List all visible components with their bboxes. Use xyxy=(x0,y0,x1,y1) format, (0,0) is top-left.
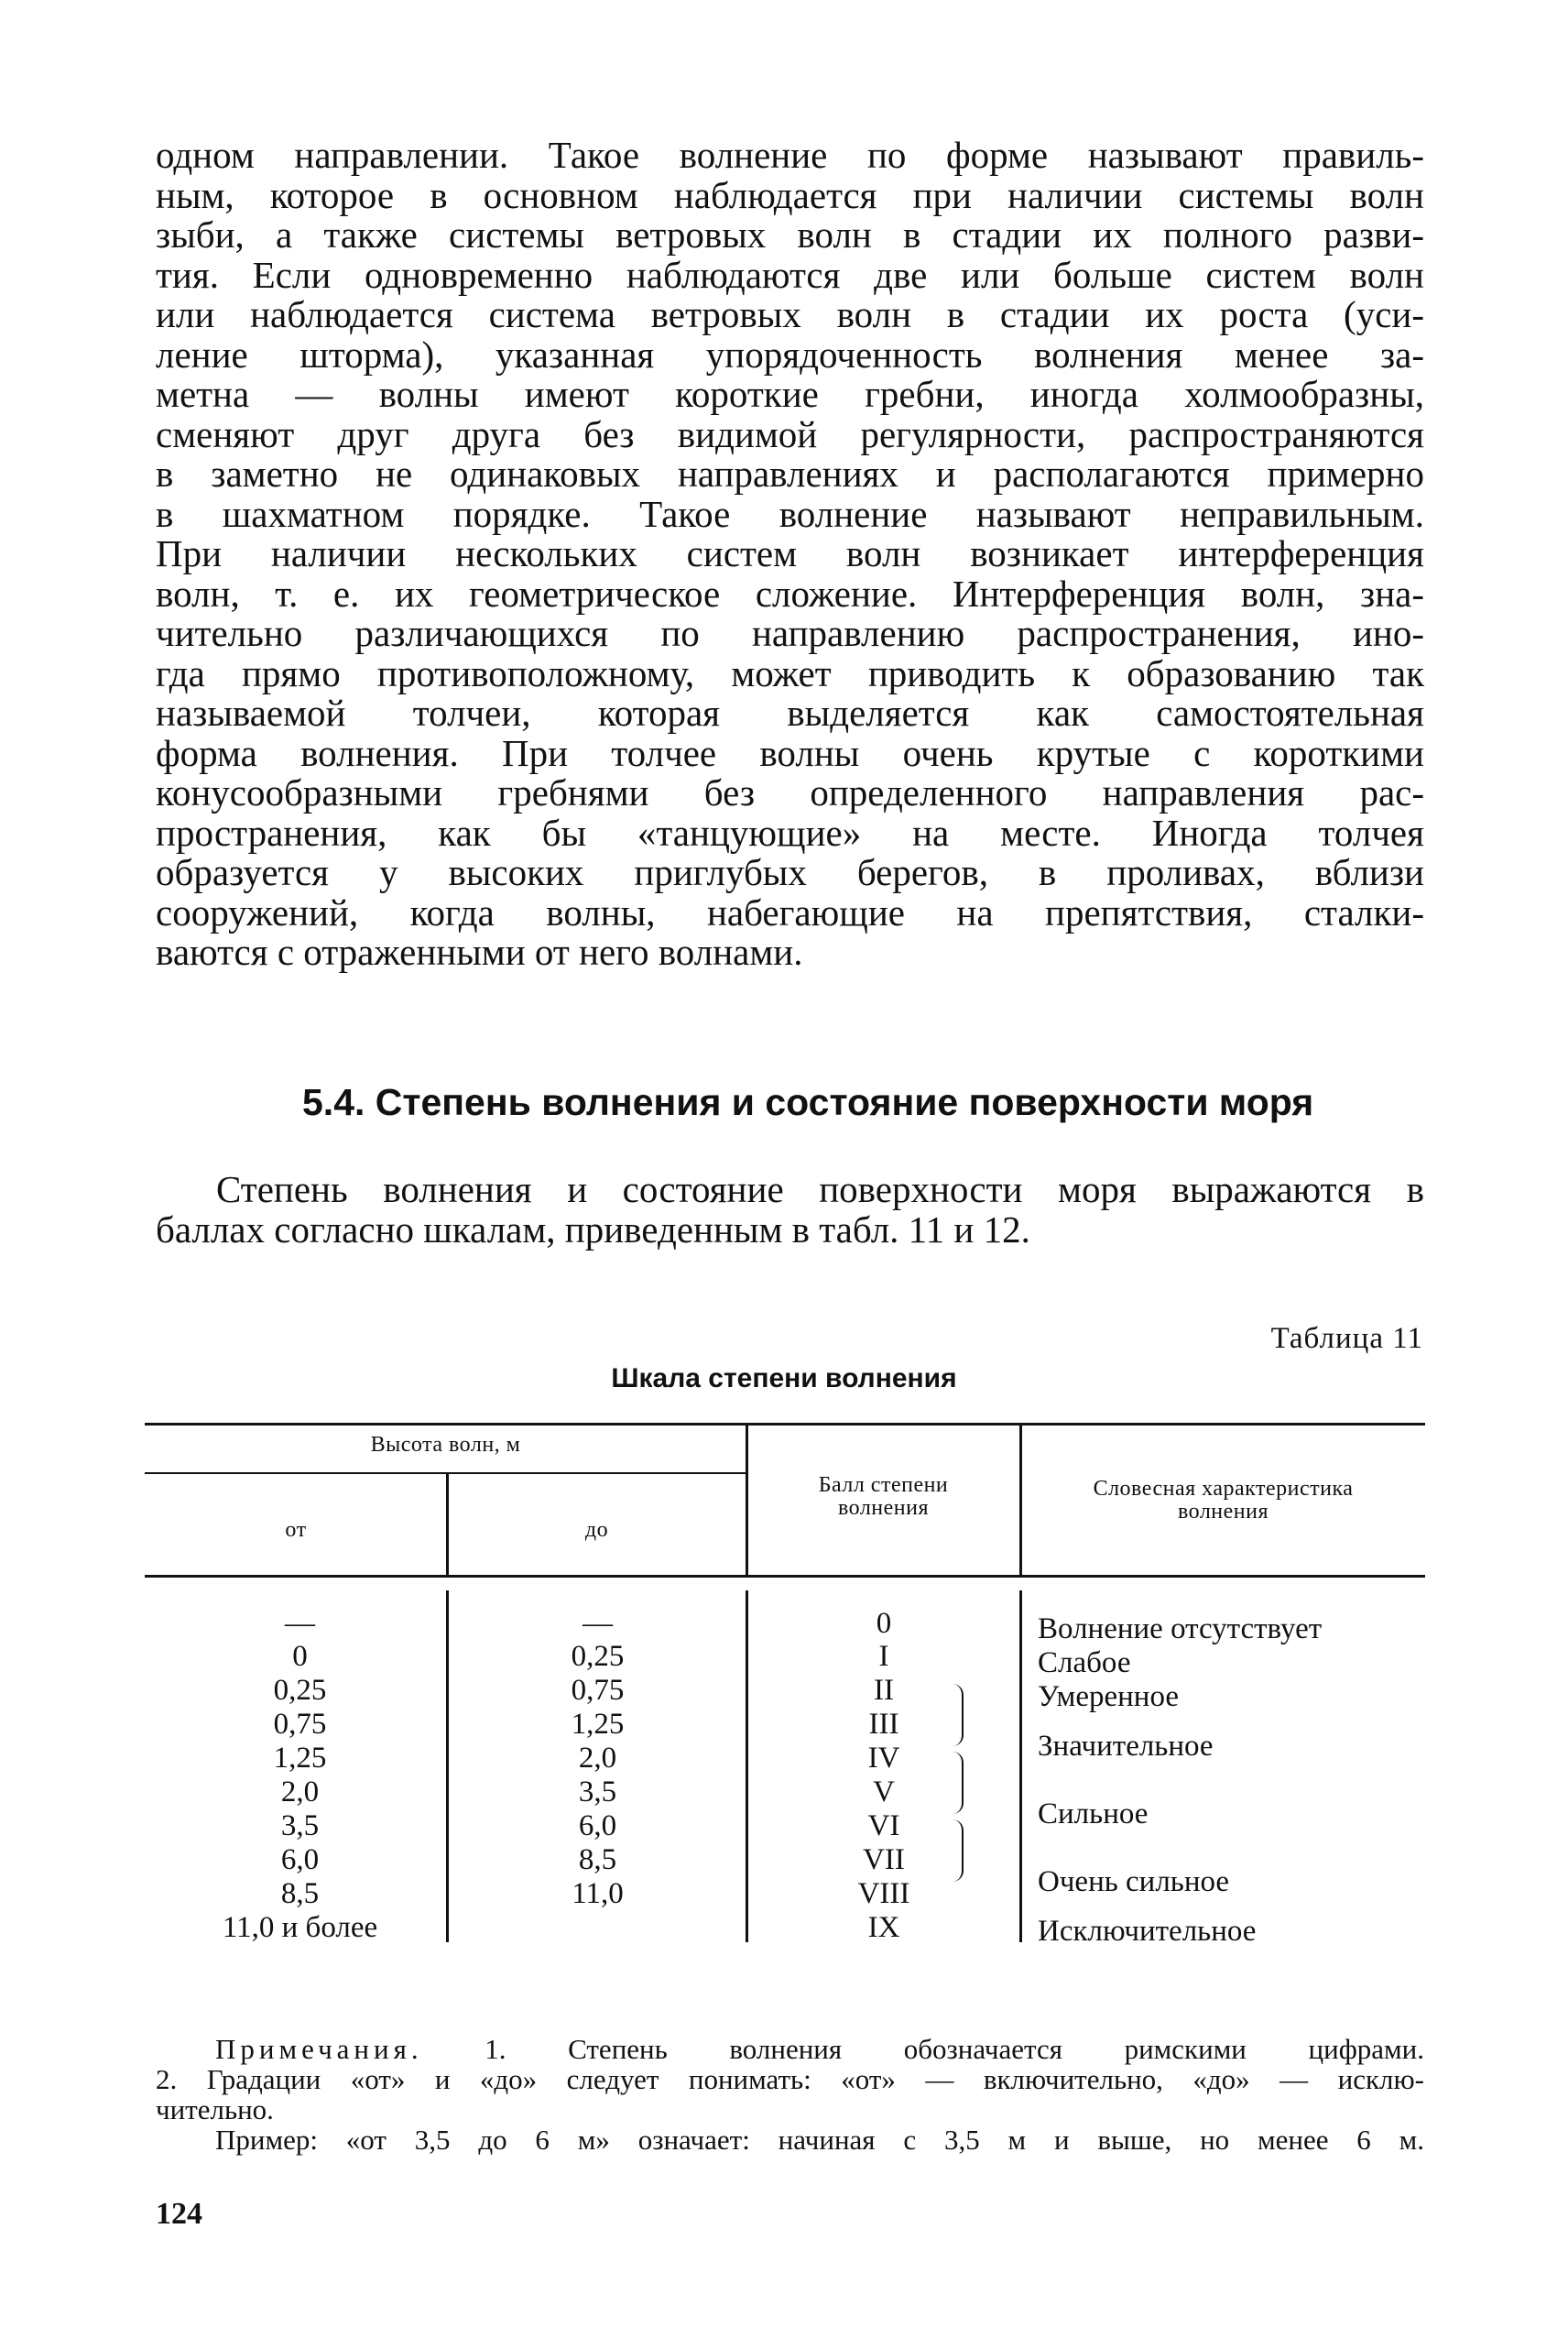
header-description xyxy=(1021,1478,1425,1524)
table-cell: VIII xyxy=(857,1877,910,1910)
table-cell: 8,5 xyxy=(280,1877,320,1910)
notes-text: 1. Степень волнения обозначается римскими цифрами. xyxy=(485,2033,1424,2065)
text-line: образуется у высоких приглубых берегов, в проливах, вблизи xyxy=(156,851,1424,893)
grouping-brace xyxy=(951,1819,964,1882)
table-cell: II xyxy=(874,1674,894,1707)
table-cell: 6,0 xyxy=(280,1843,320,1876)
text-line: ным, которое в основном наблюдается при наличии системы волн xyxy=(156,173,1424,216)
table-cell: Исключительное xyxy=(1038,1915,1257,1948)
table-cell: I xyxy=(878,1640,889,1673)
page-number: 124 xyxy=(156,2197,202,2231)
table-cell: 6,0 xyxy=(578,1809,617,1842)
text-line: пространения, как бы «танцующие» на месте. Иногда толчея xyxy=(156,811,1424,854)
text-line: одном направлении. Такое волнение по форме называют правиль- xyxy=(156,134,1424,176)
table-cell: 2,0 xyxy=(578,1742,617,1775)
section-heading: 5.4. Степень волнения и состояние поверхности моря xyxy=(302,1081,1314,1123)
text-line: метна — волны имеют короткие гребни, иногда холмообразны, xyxy=(156,373,1424,415)
table-cell: 11,0 и более xyxy=(222,1911,378,1944)
table-cell: 0,25 xyxy=(571,1640,625,1673)
notes-example: Пример: «от 3,5 до 6 м» означает: начиная с 3,5 м и выше, но менее 6 м. xyxy=(215,2124,1424,2156)
table-cell: 0 xyxy=(292,1640,308,1673)
header-description-line: волнения xyxy=(1177,1500,1269,1524)
column-ball xyxy=(746,1607,1021,1950)
table-top-rule xyxy=(145,1423,1425,1426)
table-cell: Значительное xyxy=(1038,1730,1214,1763)
table-cell: Умеренное xyxy=(1038,1680,1180,1713)
table-caption: Таблица 11 xyxy=(1270,1322,1423,1355)
table-cell: 0 xyxy=(876,1607,892,1640)
text-line: баллах согласно шкалам, приведенным в табл. 11 и 12. xyxy=(156,1207,1030,1251)
text-line: тия. Если одновременно наблюдаются две или больше систем волн xyxy=(156,253,1424,296)
text-line: форма волнения. При толчее волны очень крутые с короткими xyxy=(156,731,1424,774)
table-cell: Сильное xyxy=(1038,1797,1149,1830)
table-cell: 3,5 xyxy=(280,1809,320,1842)
table-cell: 0,75 xyxy=(571,1674,625,1707)
table-cell xyxy=(449,1917,746,1950)
text-line: При наличии нескольких систем волн возникает интерференция xyxy=(156,532,1424,574)
table-cell: Слабое xyxy=(1038,1646,1131,1679)
table-title: Шкала степени волнения xyxy=(611,1363,957,1393)
table-cell: III xyxy=(868,1708,899,1741)
text-line: ление шторма), указанная упорядоченность волнения менее за- xyxy=(156,333,1424,376)
column-from xyxy=(151,1607,449,1950)
grouping-brace xyxy=(951,1752,964,1814)
header-ball xyxy=(747,1474,1019,1520)
text-line: зыби, а также системы ветровых волн в стадии их полного разви- xyxy=(156,213,1424,256)
table-cell: 0,75 xyxy=(273,1708,327,1741)
table-cell: IX xyxy=(867,1911,900,1944)
grouping-brace xyxy=(951,1684,964,1746)
text-line: называемой толчеи, которая выделяется как самостоятельная xyxy=(156,692,1424,734)
table-cell: IV xyxy=(867,1742,900,1775)
text-line: в шахматном порядке. Такое волнение называют неправильным. xyxy=(156,492,1424,535)
notes-line xyxy=(215,2034,1424,2064)
header-ball-line: волнения xyxy=(837,1496,930,1520)
header-to: до xyxy=(584,1518,609,1542)
text-line: волн, т. е. их геометрическое сложение. Интерференция волн, зна- xyxy=(156,572,1424,615)
section-intro-paragraph xyxy=(156,1170,1424,1250)
text-line: или наблюдается система ветровых волн в стадии их роста (уси- xyxy=(156,293,1424,335)
table-cell: — xyxy=(583,1607,613,1640)
notes-label: Примечания. xyxy=(215,2033,423,2065)
column-to xyxy=(449,1607,746,1950)
text-line: гда прямо противоположному, может приводить к образованию так xyxy=(156,651,1424,694)
table-notes xyxy=(156,2033,1424,2156)
table-cell: Волнение отсутствует xyxy=(1038,1612,1323,1645)
table-cell: — xyxy=(285,1607,315,1640)
text-line: ваются с отраженными от него волнами. xyxy=(156,931,803,973)
table-cell: V xyxy=(873,1775,895,1808)
table-cell: 11,0 xyxy=(572,1877,624,1910)
table-cell: 3,5 xyxy=(578,1775,617,1808)
header-height-group: Высота волн, м xyxy=(370,1433,521,1457)
table-cell: VI xyxy=(867,1809,900,1842)
table-cell: 1,25 xyxy=(273,1742,327,1775)
text-line: сооружений, когда волны, набегающие на препятствия, сталки- xyxy=(156,890,1424,934)
text-line: сменяют друг друга без видимой регулярности, распространяются xyxy=(156,412,1424,455)
header-from: от xyxy=(285,1518,307,1542)
header-ball-line: Балл степени xyxy=(818,1473,949,1497)
text-line: конусообразными гребнями без определенного направления рас- xyxy=(156,771,1424,814)
table-cell: 0,25 xyxy=(273,1674,327,1707)
text-line: в заметно не одинаковых направлениях и располагаются примерно xyxy=(156,453,1424,495)
table-cell: VII xyxy=(863,1843,905,1876)
notes-line: 2. Градации «от» и «до» следует понимать: «от» — включительно, «до» — исклю- xyxy=(156,2063,1424,2095)
table-cell: Очень сильное xyxy=(1038,1865,1230,1898)
table-cell: 8,5 xyxy=(578,1843,617,1876)
table-cell: 2,0 xyxy=(280,1775,320,1808)
table-cell: 1,25 xyxy=(571,1708,625,1741)
body-paragraph xyxy=(156,136,1424,973)
notes-line: чительно. xyxy=(156,2093,274,2125)
header-description-line: Словесная характеристика xyxy=(1093,1477,1354,1501)
table-header-bottom-rule xyxy=(145,1575,1425,1578)
text-line: чительно различающихся по направлению распространения, ино- xyxy=(156,612,1424,654)
text-line: Степень волнения и состояние поверхности моря выражаются в xyxy=(216,1168,1424,1210)
